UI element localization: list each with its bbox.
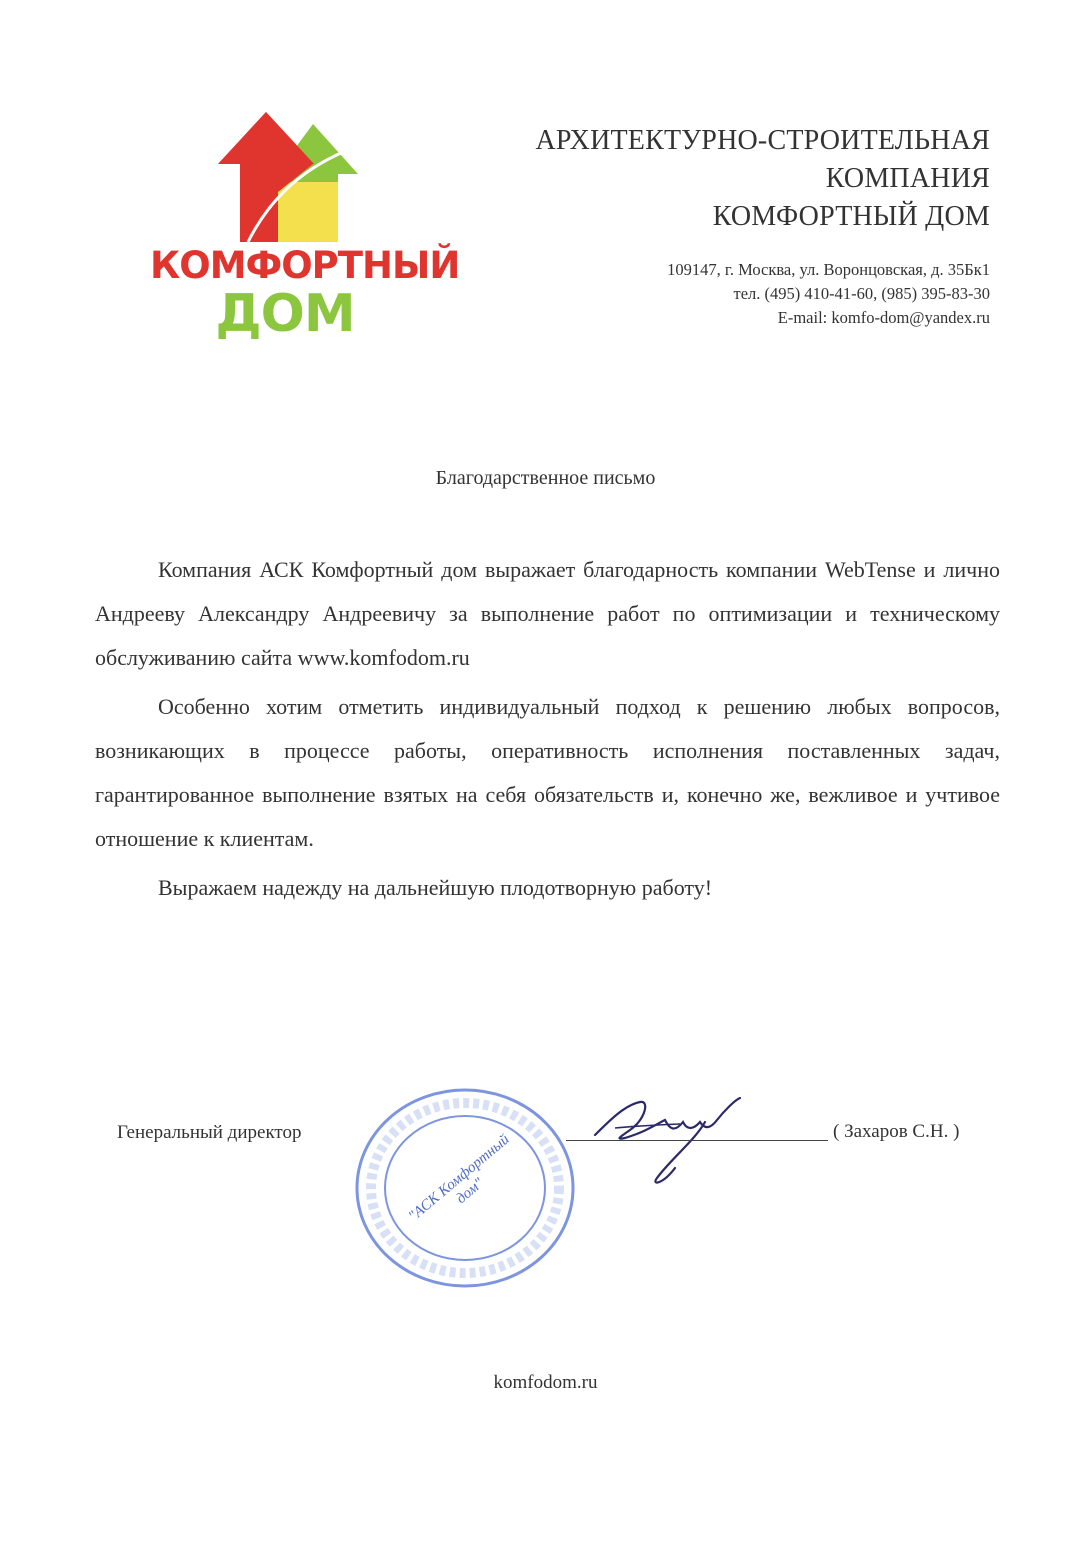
logo-text-line1: КОМФОРТНЫЙ (150, 244, 460, 287)
email: E-mail: komfo-dom@yandex.ru (777, 308, 990, 327)
house-arrow-icon (218, 112, 358, 247)
company-name (535, 122, 990, 236)
logo-yellow-block (276, 177, 338, 242)
company-stamp (350, 1083, 580, 1293)
paragraph-3: Выражаем надежду на дальнейшую плодотворную работу! (158, 875, 713, 900)
contact-block (667, 258, 990, 330)
phone: тел. (495) 410-41-60, (985) 395-83-30 (733, 284, 990, 303)
letter-title: Благодарственное письмо (435, 467, 656, 489)
signatory-role: Генеральный директор (117, 1122, 302, 1143)
paragraph-2: Особенно хотим отметить индивидуальный подход к решению любых вопросов, возникающих в процессе работы, оперативность исполнения поставленных задач, гарантированное выполнение взятых на себя обязательств и, конечно же, вежливое и учтивое отношение к клиентам. (95, 694, 1000, 851)
signatory-name: ( Захаров С.Н. ) (833, 1121, 960, 1142)
stamp-center-text: "АСК Комфортный дом" (405, 1131, 513, 1225)
handwritten-signature (585, 1080, 755, 1190)
signature-line (566, 1140, 828, 1141)
footer-site: komfodom.ru (493, 1372, 598, 1393)
letter-body (95, 548, 1000, 910)
paragraph-1: Компания АСК Комфортный дом выражает благодарность компании WebTense и лично Андрееву Александру Андреевичу за выполнение работ по оптимизации и техническому обслуживанию сайта www.komfodom.ru (95, 557, 1000, 670)
address: 109147, г. Москва, ул. Воронцовская, д. 35Бк1 (667, 260, 990, 279)
company-logo (150, 112, 460, 344)
company-name-line1: АРХИТЕКТУРНО-СТРОИТЕЛЬНАЯ (535, 125, 990, 156)
company-name-line3: КОМФОРТНЫЙ ДОМ (712, 201, 990, 232)
logo-text-line2: ДОМ (215, 284, 355, 344)
company-name-line2: КОМПАНИЯ (825, 163, 990, 194)
logo-red-arrowhead (218, 112, 314, 172)
